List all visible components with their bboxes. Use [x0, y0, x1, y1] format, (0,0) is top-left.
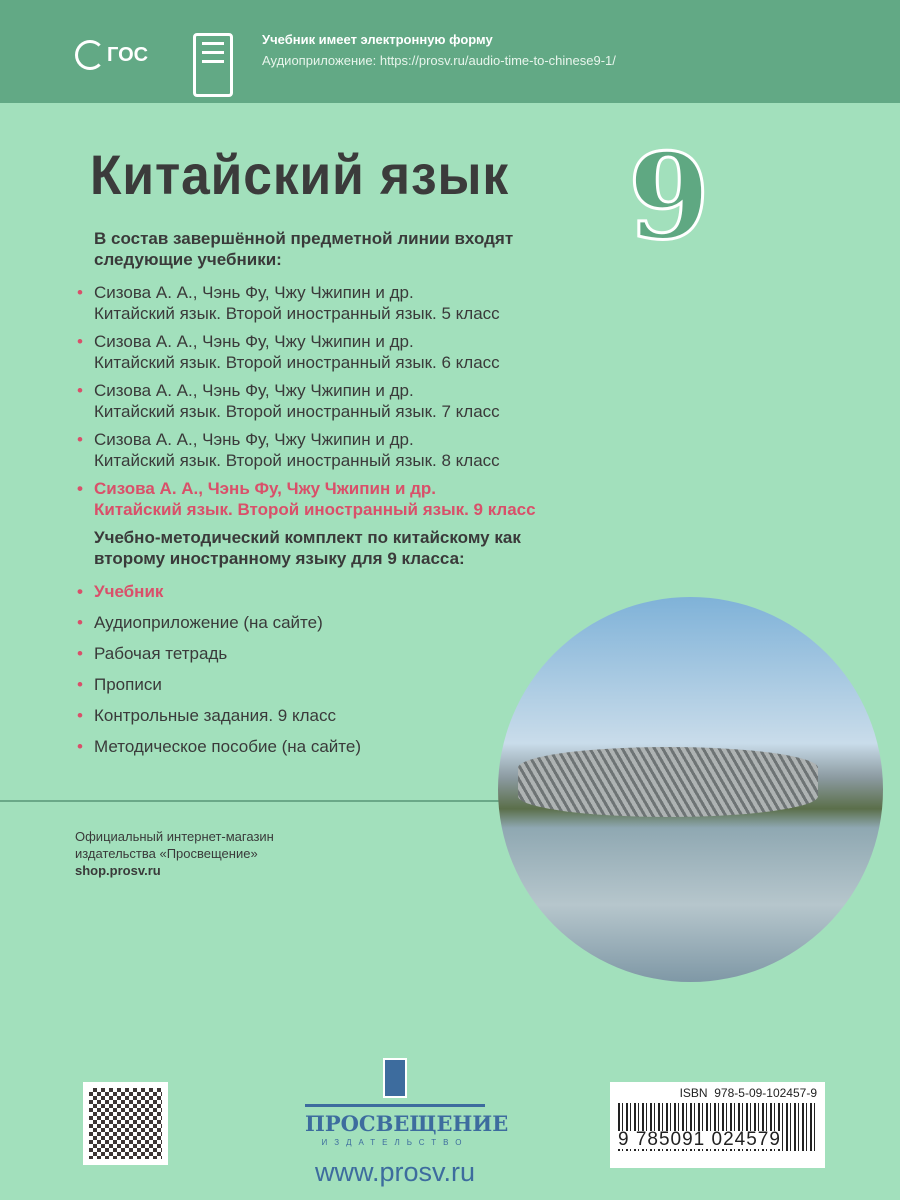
grade-number: 9 [628, 127, 711, 266]
kit-item: • Контрольные задания. 9 класс [94, 705, 634, 726]
tablet-icon [193, 33, 233, 97]
book-item: • Сизова А. А., Чэнь Фу, Чжу Чжипин и др. Китайский язык. Второй иностранный язык. 7 класс [94, 380, 634, 422]
kit-item: • Методическое пособие (на сайте) [94, 736, 634, 757]
shop-link[interactable]: shop.prosv.ru [75, 863, 161, 878]
fgos-text: ГОС [107, 43, 149, 66]
stadium-photo [498, 597, 883, 982]
publisher-sub: ИЗДАТЕЛЬСТВО [321, 1138, 469, 1147]
audio-link[interactable]: Аудиоприложение: https://prosv.ru/audio-time-to-chinese9-1/ [262, 53, 616, 68]
publisher-name: ПРОСВЕЩЕНИЕ [305, 1104, 485, 1136]
publisher-logo [305, 1058, 509, 1188]
book-item: • Сизова А. А., Чэнь Фу, Чжу Чжипин и др. Китайский язык. Второй иностранный язык. 6 класс [94, 331, 634, 373]
isbn-barcode [610, 1082, 825, 1168]
isbn-digits: 9 785091 024579 [618, 1129, 781, 1150]
kit-item: • Учебник [94, 581, 634, 602]
fgos-logo [75, 40, 148, 70]
fgos-circle-icon [75, 40, 105, 70]
book-item: • Сизова А. А., Чэнь Фу, Чжу Чжипин и др. Китайский язык. Второй иностранный язык. 5 класс [94, 282, 634, 324]
book-title: Китайский язык [90, 143, 510, 206]
book-item-current: • Сизова А. А., Чэнь Фу, Чжу Чжипин и др. Китайский язык. Второй иностранный язык. 9 класс [94, 478, 634, 520]
qr-code[interactable] [83, 1082, 168, 1165]
line-heading: В состав завершённой предметной линии входят следующие учебники: [94, 229, 514, 269]
kit-item: • Рабочая тетрадь [94, 643, 634, 664]
divider [0, 800, 520, 802]
isbn-label: ISBN 978-5-09-102457-9 [679, 1086, 817, 1100]
publisher-mark-icon [383, 1058, 407, 1098]
electronic-form-note: Учебник имеет электронную форму [262, 32, 493, 47]
kit-heading: Учебно-методический комплект по китайскому как второму иностранному языку для 9 класса: [94, 528, 521, 568]
book-item: • Сизова А. А., Чэнь Фу, Чжу Чжипин и др. Китайский язык. Второй иностранный язык. 8 класс [94, 429, 634, 471]
shop-info: Официальный интернет-магазин издательства «Просвещение» shop.prosv.ru [75, 829, 274, 878]
kit-item: • Прописи [94, 674, 634, 695]
publisher-url[interactable]: www.prosv.ru [314, 1157, 476, 1187]
kit-item: • Аудиоприложение (на сайте) [94, 612, 634, 633]
